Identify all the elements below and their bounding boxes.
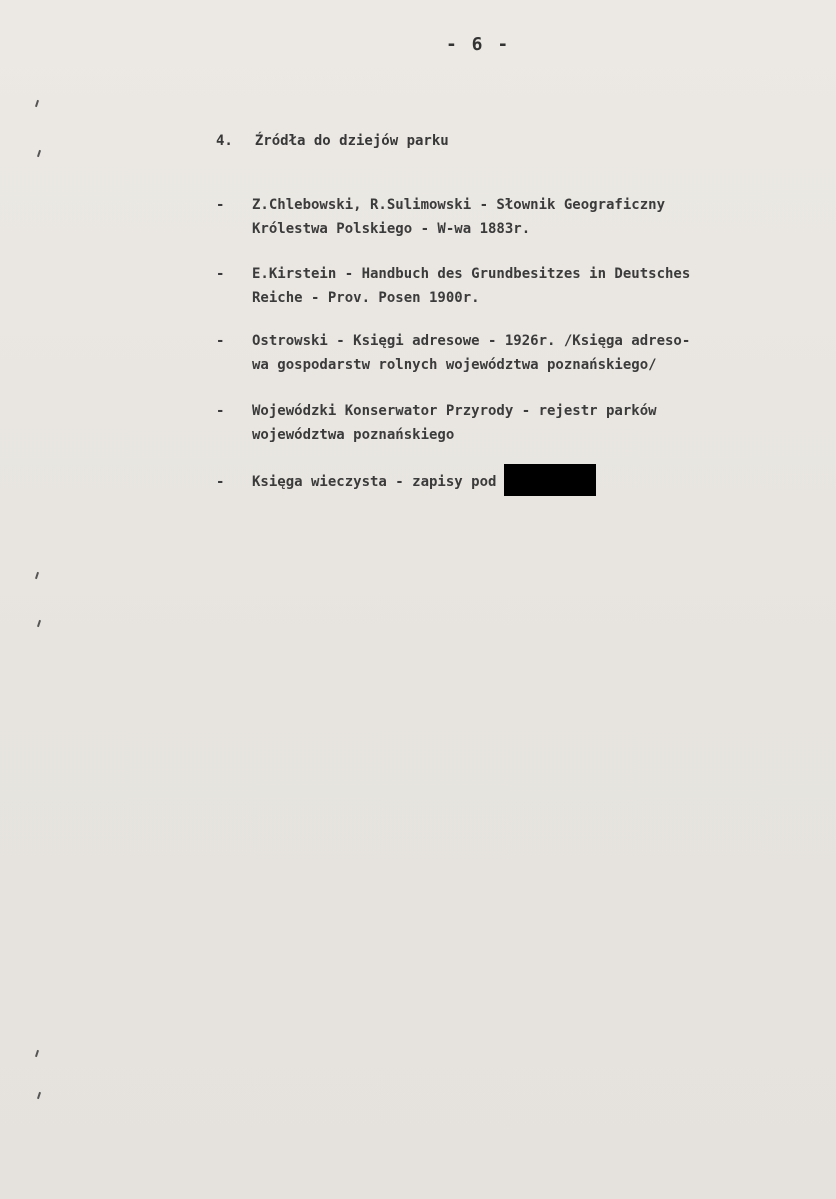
source-line-continued: wa gospodarstw rolnych województwa poznańskiego/ xyxy=(252,357,657,373)
section-number: 4. xyxy=(216,133,233,149)
margin-mark xyxy=(35,100,39,107)
source-line: Z.Chlebowski, R.Sulimowski - Słownik Geograficzny xyxy=(252,197,666,213)
source-line: Wojewódzki Konserwator Przyrody - rejestr parków xyxy=(252,403,657,419)
section-heading xyxy=(216,133,449,149)
bullet-dash: - xyxy=(216,197,225,213)
source-line-continued: Reiche - Prov. Posen 1900r. xyxy=(252,290,480,306)
margin-mark xyxy=(37,1092,41,1099)
source-entry xyxy=(216,193,665,241)
margin-mark xyxy=(37,150,41,157)
source-line: E.Kirstein - Handbuch des Grundbesitzes in Deutsches xyxy=(252,266,691,282)
bullet-dash: - xyxy=(216,266,225,282)
source-line-continued: Królestwa Polskiego - W-wa 1883r. xyxy=(252,221,531,237)
margin-mark xyxy=(37,620,41,627)
bullet-dash: - xyxy=(216,474,225,490)
source-line: Ostrowski - Księgi adresowe - 1926r. /Księga adreso- xyxy=(252,333,691,349)
bullet-dash: - xyxy=(216,333,225,349)
source-entry xyxy=(216,466,596,498)
margin-mark xyxy=(35,1050,39,1057)
source-entry xyxy=(216,262,690,310)
source-entry xyxy=(216,399,657,447)
bullet-dash: - xyxy=(216,403,225,419)
redaction-box xyxy=(504,464,596,496)
section-title: Źródła do dziejów parku xyxy=(254,133,449,149)
page-number: - 6 - xyxy=(446,34,511,55)
source-entry xyxy=(216,329,690,377)
source-line-continued: województwa poznańskiego xyxy=(252,427,455,443)
source-line: Księga wieczysta - zapisy pod xyxy=(252,474,497,490)
margin-mark xyxy=(35,572,39,579)
